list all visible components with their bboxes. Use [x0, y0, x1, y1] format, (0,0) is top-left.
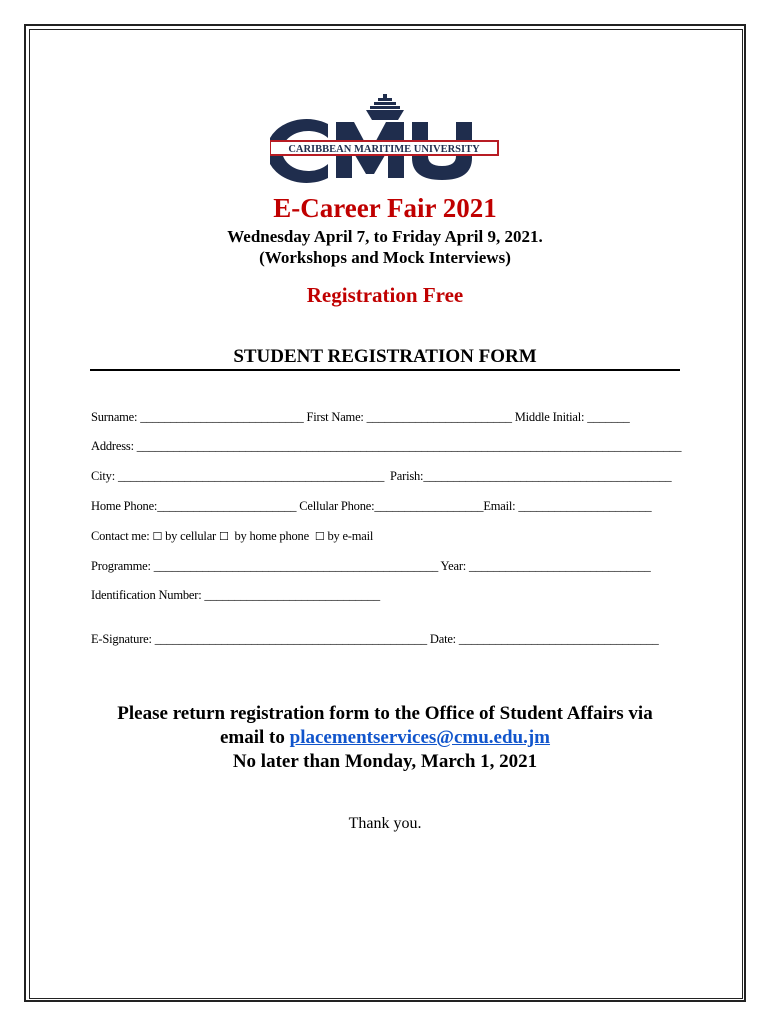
programme-row — [91, 559, 651, 574]
phone-row — [91, 499, 651, 514]
registration-fee-note: Registration Free — [306, 283, 464, 307]
thank-you: Thank you. — [348, 815, 422, 832]
city-field[interactable]: ____________________________________________ — [115, 469, 388, 483]
year-label: Year: — [440, 559, 467, 573]
surname-field[interactable]: ___________________________ — [137, 410, 307, 424]
signature-label: E-Signature: — [91, 632, 152, 646]
contact-option-email: by e-mail — [327, 529, 374, 543]
parish-label: Parish: — [387, 469, 424, 483]
event-dates: Wednesday April 7, to Friday April 9, 2021. — [227, 227, 543, 246]
contact-option-home-phone: by home phone — [234, 529, 309, 543]
date-label: Date: — [429, 632, 456, 646]
contact-option-cellular: by cellular — [165, 529, 217, 543]
event-subtitle: (Workshops and Mock Interviews) — [259, 248, 511, 267]
address-field[interactable]: __________________________________________________________________________________________ — [133, 439, 682, 453]
cmu-logo — [270, 94, 500, 186]
surname-label: Surname: — [91, 410, 138, 424]
cmu-logo-graphic — [270, 94, 500, 186]
first-name-label: First Name: — [306, 410, 364, 424]
form-title: STUDENT REGISTRATION FORM — [233, 346, 537, 367]
event-title: E-Career Fair 2021 — [273, 193, 497, 223]
name-row — [91, 410, 630, 425]
return-email-line — [0, 727, 770, 749]
id-field[interactable]: _____________________________ — [201, 588, 380, 602]
address-row — [91, 439, 681, 454]
programme-field[interactable]: _______________________________________________ — [150, 559, 441, 573]
contact-label: Contact me: — [91, 529, 150, 543]
programme-label: Programme: — [91, 559, 151, 573]
parish-field[interactable]: _________________________________________ — [423, 469, 672, 483]
email-field[interactable]: ______________________ — [515, 499, 652, 513]
return-instructions: Please return registration form to the Office of Student Affairs via — [117, 703, 653, 724]
cell-phone-field[interactable]: __________________ — [374, 499, 484, 513]
id-label: Identification Number: — [91, 588, 202, 602]
form-title-rule — [90, 369, 680, 371]
checkbox-home-phone[interactable]: ☐ — [218, 530, 229, 543]
deadline: No later than Monday, March 1, 2021 — [232, 751, 538, 772]
middle-initial-field[interactable]: _______ — [584, 410, 630, 424]
city-label: City: — [91, 469, 116, 483]
placement-email-link[interactable]: placementservices@cmu.edu.jm — [289, 727, 551, 748]
contact-row — [91, 529, 373, 544]
logo-banner-text: CARIBBEAN MARITIME UNIVERSITY — [288, 144, 480, 155]
home-phone-field[interactable]: _______________________ — [157, 499, 300, 513]
middle-initial-label: Middle Initial: — [514, 410, 585, 424]
id-row — [91, 588, 380, 603]
checkbox-cellular[interactable]: ☐ — [152, 530, 163, 543]
address-label: Address: — [91, 439, 134, 453]
checkbox-email[interactable]: ☐ — [314, 530, 325, 543]
home-phone-label: Home Phone: — [91, 499, 158, 513]
email-label: Email: — [483, 499, 516, 513]
signature-row — [91, 632, 659, 647]
year-field[interactable]: ______________________________ — [466, 559, 651, 573]
cell-phone-label: Cellular Phone: — [299, 499, 375, 513]
signature-field[interactable]: _____________________________________________ — [151, 632, 430, 646]
date-field[interactable]: _________________________________ — [455, 632, 659, 646]
ship-icon — [366, 94, 404, 120]
city-row — [91, 469, 671, 484]
first-name-field[interactable]: ________________________ — [363, 410, 515, 424]
email-prefix: email to — [219, 727, 290, 748]
